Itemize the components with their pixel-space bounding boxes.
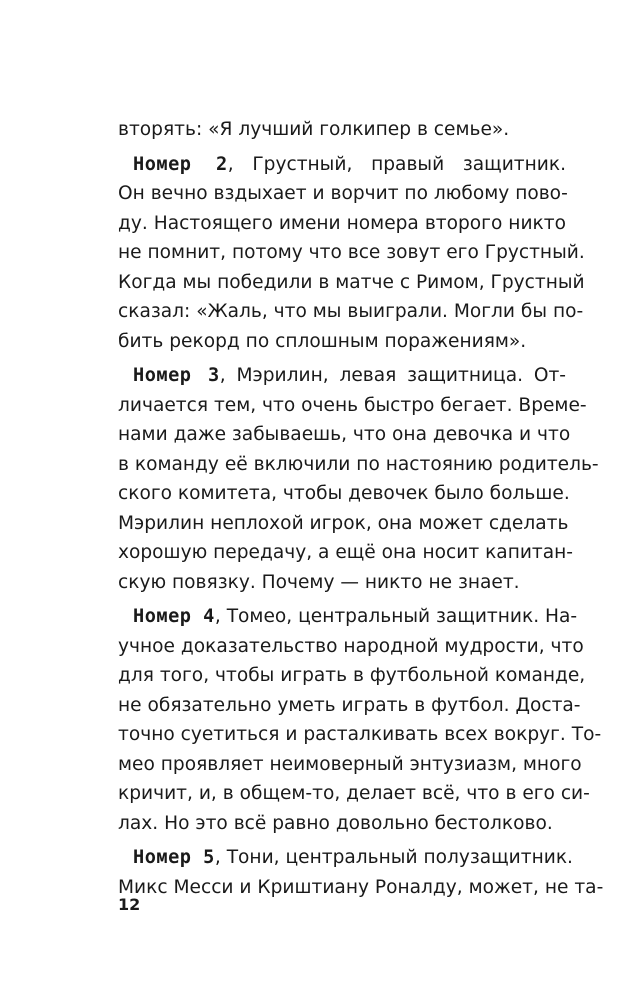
text-line: учное доказательство народной мудрости, что <box>118 635 584 657</box>
text-line: в команду её включили по настоянию родитель- <box>118 453 599 475</box>
paragraph-player-5 <box>118 843 604 902</box>
text-line: Мэрилин неплохой игрок, она может сделать <box>118 512 569 534</box>
paragraph-player-4 <box>118 602 602 838</box>
page-number: 12 <box>118 895 141 914</box>
text-line <box>118 602 578 632</box>
text-line: не помнит, потому что все зовут его Грустный. <box>118 242 585 263</box>
text-line: Когда мы победили в матче с Римом, Грустный <box>118 271 585 293</box>
text-line <box>118 150 566 180</box>
text-line: мео проявляет неимоверный энтузиазм, много <box>118 753 582 775</box>
text-line: точно суетиться и расталкивать всех вокруг. То- <box>118 724 602 745</box>
page-body <box>118 115 604 902</box>
text-line: сказал: «Жаль, что мы выиграли. Могли бы по- <box>118 301 584 322</box>
player-number-label: Номер 5 <box>133 847 215 868</box>
text-line: ду. Настоящего имени номера второго никто <box>118 212 566 234</box>
text-fragment: , Мэрилин, левая защитница. От- <box>219 365 566 386</box>
paragraph-player-2 <box>118 150 585 357</box>
text-line <box>118 361 566 391</box>
paragraph-player-3 <box>118 361 599 597</box>
text-fragment: , Тони, центральный полузащитник. <box>214 847 573 868</box>
text-line: ского комитета, чтобы девочек было больше. <box>118 483 570 504</box>
text-line: для того, чтобы играть в футбольной команде, <box>118 665 586 686</box>
text-line: кричит, и, в общем-то, делает всё, что в его си- <box>118 783 590 804</box>
text-line <box>118 843 573 873</box>
paragraph-continuation <box>118 115 566 145</box>
text-line: хорошую передачу, а ещё она носит капитан- <box>118 542 574 563</box>
text-line: бить рекорд по сплошным поражениям». <box>118 330 527 352</box>
text-line: нами даже забываешь, что она девочка и что <box>118 424 571 445</box>
text-line: личается тем, что очень быстро бегает. Време- <box>118 394 587 416</box>
text-line: Микс Месси и Криштиану Роналду, может, не та- <box>118 876 604 898</box>
text-line: вторять: «Я лучший голкипер в семье». <box>118 119 510 140</box>
text-line: скую повязку. Почему — никто не знает. <box>118 571 520 593</box>
player-number-label: Номер 4 <box>133 606 215 627</box>
player-number-label: Номер 3 <box>133 365 220 386</box>
player-number-label: Номер 2 <box>133 153 228 175</box>
text-line: лах. Но это всё равно довольно бестолково. <box>118 812 553 834</box>
text-line: не обязательно уметь играть в футбол. Доста- <box>118 694 581 716</box>
text-fragment: , Томео, центральный защитник. На- <box>214 606 578 627</box>
text-fragment: , Грустный, правый защитник. <box>227 153 566 175</box>
text-line: Он вечно вздыхает и ворчит по любому пово- <box>118 183 568 204</box>
